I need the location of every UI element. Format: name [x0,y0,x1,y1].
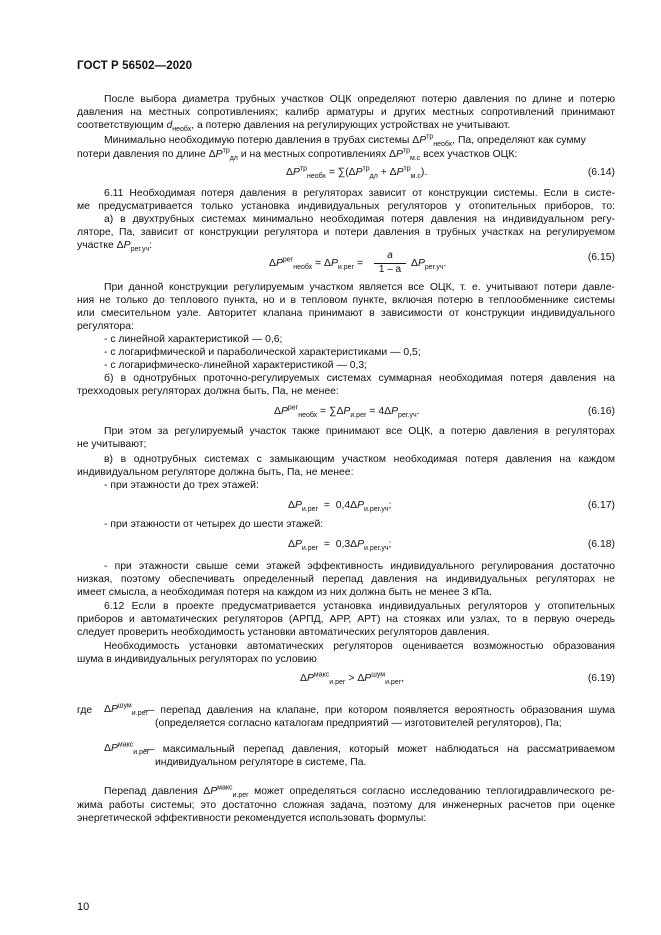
equation-6-18: $\Delta P_{и.рег} = 0,3\Delta P_{и.рег.уч}$; [288,539,392,553]
equation-6-15: $\Delta P^{рег}_{необх} = \Delta P_{и.рег}$ = [269,256,364,272]
text-line: - при этажности свыше семи этажей эффективность индивидуального регулирования достаточно [104,561,615,572]
list-item: - при этажности до трех этажей: [104,480,259,491]
text-line: а) в двухтрубных системах минимально необходимая потеря давления на индивидуальном регу- [104,214,615,225]
text-line: ме предусматривается только установка индивидуальных регуляторов у отопительных приборов, то: [77,201,615,212]
definition-text: (определяется согласно каталогам предприятий — изготовителей регуляторов), Па; [155,718,562,729]
fraction-numerator: a [387,250,393,261]
text-line: низкая, поэтому обеспечивать определенный перепад давления на индивидуальных регуляторах не [77,574,615,585]
equation-6-16: $\Delta P^{рег}_{необх} = \sum\Delta P_{и.рег} = 4\Delta P_{рег.уч}$. [274,404,420,420]
text-line: 6.11 Необходимая потеря давления в регуляторах зависит от конструкции системы. Если в систе- [104,188,615,199]
text-line: жима работы системы; это достаточно сложная задача, поэтому для инженерных расчетов при оценке [77,800,615,811]
text-line: Необходимость установки автоматических регуляторов оценивается возможностью образования [104,641,615,652]
list-item: - при этажности от четырех до шести этажей: [104,519,324,530]
text-line: При этом за регулируемый участок также принимают все ОЦК, а потерю давления в регуляторах [104,426,615,437]
text-line: 6.12 Если в проекте предусматривается установка индивидуальных регуляторов у отопительных [104,601,615,612]
text-line: Перепад давления $\Delta P^{макс}_{и.рег}$ может определяться согласно исследованию теплогидравлического ре- [104,784,615,800]
equation-6-14: $\Delta P^{тр}_{необх} = \sum(\Delta P^{тр}_{дл} + \Delta P^{тр}_{м.с})$. [286,165,428,181]
text-line: энергетической эффективности рекомендуется использовать формулы: [77,813,427,824]
equation-number: (6.14) [587,167,615,178]
page-number: 10 [77,901,90,913]
list-item: - с логарифмической и параболической характеристиками — 0,5; [104,347,421,358]
list-item: - с линейной характеристикой — 0,6; [104,334,283,345]
definition-text: — перепад давления на клапане, при котором появляется вероятность образования шума [144,705,615,716]
text-line: После выбора диаметра трубных участков ОЦК определяют потерю давления по длине и потерю [104,94,615,105]
equation-number: (6.16) [587,406,615,417]
text-line: в) в однотрубных системах с замыкающим участком необходимая потеря давления на каждом [104,454,615,465]
standard-header: ГОСТ Р 56502—2020 [77,60,193,72]
text-line: участке $\Delta P_{рег.уч}$: [77,240,153,254]
equation-number: (6.15) [587,252,615,263]
symbol-dp-maks: $\Delta P^{макс}_{и.рег}$ [104,741,150,757]
text-line: б) в однотрубных проточно-регулируемых системах суммарная необходимая потеря давления на [104,373,615,384]
definition-text: индивидуальном регуляторе в системе, Па. [155,757,367,768]
text-line: шума в индивидуальных регуляторах по условию [77,654,317,665]
where-label: где [77,705,93,716]
text-line: трехходовых регуляторах должна быть, Па, не менее: [77,386,339,397]
equation-6-17: $\Delta P_{и.рег} = 0,4\Delta P_{и.рег.уч}$; [288,500,392,514]
equation-number: (6.18) [587,539,615,550]
text-line: приборов и автоматических регуляторов (АРПД, АРР, АРТ) на стояках или узлах, то в первую очередь [77,614,615,625]
text-line: Минимально необходимую потерю давления в трубах системы $\Delta P^{тр}_{необх}$, Па, определяют как сумму [104,133,586,149]
text-line: давления на местных сопротивлениях; калибр арматуры и других местных сопротивлений принимают [77,107,615,118]
equation-6-19: $\Delta P^{макс}_{и.рег} > \Delta P^{шум}_{и.рег}$, [300,671,405,687]
text-line: или смесительном узле. Авторитет клапана принимают в зависимости от конструкции индивидуального [77,308,615,319]
text-line: ляторе, Па, зависит от конструкции регулятора и потери давления в трубных участках на регулируемом [77,227,615,238]
text-line: потери давления по длине $\Delta P^{тр}_{дл}$ и на местных сопротивлениях $\Delta P^{тр}_{м.с}$ всех участков ОЦК: [77,147,518,163]
equation-number: (6.19) [587,673,615,684]
symbol-dp-shum: $\Delta P^{шум}_{и.рег}$ [104,702,148,718]
text-line: индивидуальном регуляторе должна быть, Па, не менее: [77,467,354,478]
text-line: ния не только до теплового пункта, но и в тепловом пункте, включая потерю в теплообменнике системы [77,295,615,306]
text-line: При данной конструкции регулируемым участком является все ОЦК, т. е. учитывают потери давле- [104,282,615,293]
text-line: соответствующим $d_{необх}$, а потерю давления на регулирующих устройствах не учитывают. [77,120,511,134]
text-line: регулятора: [77,321,134,332]
text-line: имеет смысла, а необходимая потеря на каждом из них должна быть не менее 3 кПа. [77,587,492,598]
fraction-denominator: 1 – a [378,264,402,275]
equation-6-15-tail: $\Delta P_{рег.уч}$. [411,258,447,272]
definition-text: — максимальный перепад давления, который может наблюдаться на рассматриваемом [144,744,615,755]
equation-number: (6.17) [587,500,615,511]
text-line: следует проверить необходимость установки автоматических регуляторов давления. [77,627,490,638]
text-line: не учитывают; [77,439,147,450]
list-item: - с логарифмическо-линейной характеристикой — 0,3; [104,360,368,371]
